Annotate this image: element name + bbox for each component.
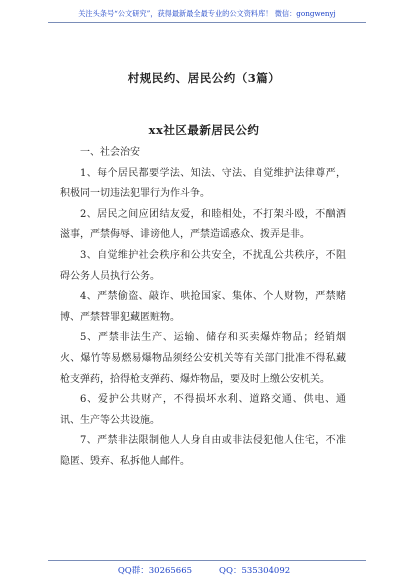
- paragraph: 4、严禁偷盗、敲诈、哄抢国家、集体、个人财物，严禁赌博、严禁替罪犯藏匿赃物。: [60, 291, 346, 323]
- document-title: 村规民约、居民公约（3篇）: [127, 71, 281, 85]
- section-title: xx社区最新居民公约: [148, 123, 260, 137]
- paragraph: 2、居民之间应团结友爱，和睦相处，不打架斗殴，不酗酒滋事，严禁侮辱、诽谤他人，严禁造谣惑众、拨弄是非。: [60, 208, 346, 241]
- section-heading: 一、社会治安: [80, 147, 140, 158]
- footer-contact: QQ群：30265665 QQ：535304092: [117, 566, 291, 576]
- paragraph: 7、严禁非法限制他人人身自由或非法侵犯他人住宅，不准隐匿、毁弃、私拆他人邮件。: [60, 435, 346, 467]
- paragraph: 1、每个居民都要学法、知法、守法、自觉维护法律尊严，积极同一切违法犯罪行为作斗争。: [60, 167, 346, 200]
- footer-divider: [48, 560, 366, 561]
- paragraph: 5、严禁非法生产、运输、储存和买卖爆炸物品；经销烟火、爆竹等易燃易爆物品须经公安机关等有关部门批准不得私藏枪支弹药，拾得枪支弹药、爆炸物品，要及时上缴公安机关。: [60, 332, 346, 385]
- paragraph: 6、爱护公共财产，不得损坏水利、道路交通、供电、通讯、生产等公共设施。: [60, 394, 346, 426]
- paragraph: 3、自觉维护社会秩序和公共安全，不扰乱公共秩序，不阻碍公务人员执行公务。: [60, 249, 346, 282]
- document-body: [60, 143, 346, 473]
- header-notice: 关注头条号“公文研究”，获得最新最全最专业的公文资料库！ 微信：gongwenyj: [78, 9, 336, 18]
- header-divider: [48, 22, 366, 23]
